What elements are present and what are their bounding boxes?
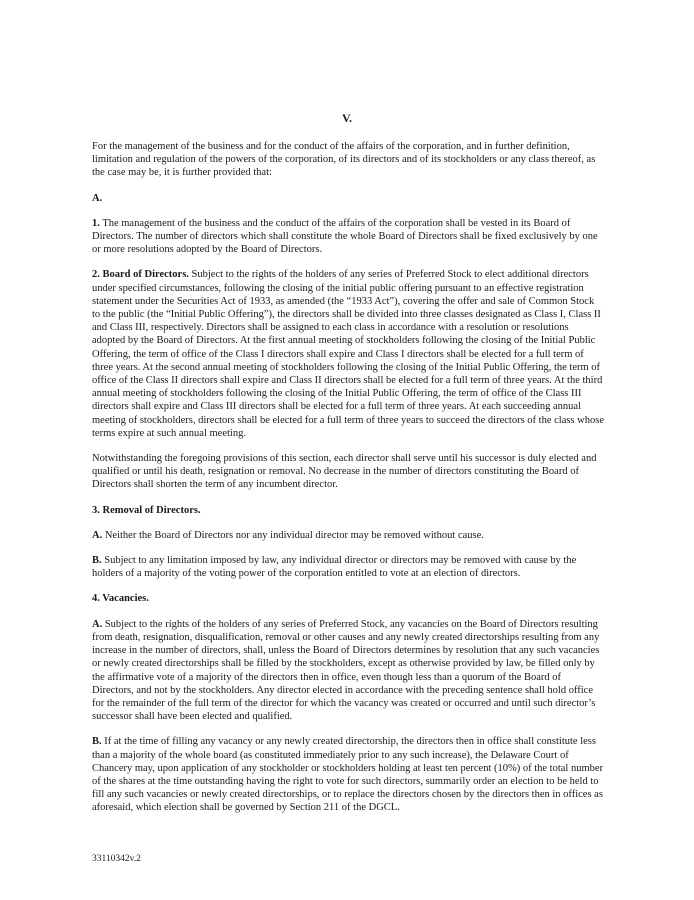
section-1-paragraph [92,217,604,257]
section-2-paragraph [92,268,604,440]
section-1-number: 1. [92,217,100,229]
section-4-heading: 4. Vacancies. [92,593,149,605]
section-1-text: The management of the business and the conduct of the affairs of the corporation shall be vested in its Board of Directors. The number of directors which shall constitute the whole Board of Directors shall be fixed exclusively by one or more resolutions adopted by the Board of Directors. [92,217,598,256]
section-3b-text: Subject to any limitation imposed by law, any individual director or directors may be removed with cause by the holders of a majority of the voting power of the corporation entitled to vote at an election of directors. [92,555,577,580]
section-4b-paragraph [92,735,604,814]
article-number: V. [341,111,353,125]
notwithstanding-paragraph: Notwithstanding the foregoing provisions of this section, each director shall serve until his successor is duly elected and qualified or until his death, resignation or removal. No decrease in the number of directors constituting the Board of Directors shall shorten the term of any incumbent director. [92,453,597,491]
section-4a-paragraph [92,618,604,724]
section-3-heading: 3. Removal of Directors. [92,504,201,516]
section-3a-text: Neither the Board of Directors nor any individual director may be removed without cause. [104,529,484,541]
section-3a-label: A. [92,529,103,541]
document-footer-id: 33110342v.2 [92,854,141,864]
section-4a-text: Subject to the rights of the holders of any series of Preferred Stock, any vacancies on the Board of Directors resulting from death, resignation, disqualification, removal or other causes and any newly created directorships resulting from any increase in the number of directors, shall, unless the Board of Directors determines by resolution that any such vacancies or newly created directorships shall be filled by the stockholders, except as otherwise provided by law, be filled only by the affirmative vote of a majority of the directors then in office, even though less than a quorum of the Board of Directors, and not by the stockholders. Any director elected in accordance with the preceding sentence shall hold office for the remainder of the full term of the director for which the vacancy was created or occurred and until such director’s successor shall have been elected and qualified. [92,618,600,723]
section-4b-label: B. [92,736,102,748]
section-3b-label: B. [92,555,102,567]
section-a-label: A. [92,192,103,204]
section-3a-paragraph [92,529,604,542]
section-4a-label: A. [92,618,103,630]
section-2-heading: 2. Board of Directors. [92,269,189,281]
intro-paragraph: For the management of the business and for the conduct of the affairs of the corporation, and in further definition, limitation and regulation of the powers of the corporation, of its directors and of its stockholders or any class thereof, as the case may be, it is further provided that: [92,141,596,179]
section-3b-paragraph [92,554,604,580]
section-2-text: Subject to the rights of the holders of any series of Preferred Stock to elect additional directors under specified circumstances, following the closing of the initial public offering pursuant to an effective registration statement under the Securities Act of 1933, as amended (the “1933 Act”), covering the offer and sale of Common Stock to the public (the “Initial Public Offering”), the directors shall be divided into three classes designated as Class I, Class II and Class III, respectively. Directors shall be assigned to each class in accordance with a resolution or resolutions adopted by the Board of Directors. At the first annual meeting of stockholders following the closing of the Initial Public Offering, the term of office of the Class I directors shall expire and Class I directors shall be elected for a full term of three years. At the second annual meeting of stockholders following the closing of the Initial Public Offering, the term of office of the Class II directors shall expire and Class II directors shall be elected for a full term of three years. At the third annual meeting of stockholders following the closing of the Initial Public Offering, the term of office of the Class III directors shall expire and Class III directors shall be elected for a full term of three years. At each succeeding annual meeting of stockholders, directors shall be elected for a full term of three years to succeed the directors of the class whose terms expire at such annual meeting. [92,269,604,439]
section-4b-text: If at the time of filling any vacancy or any newly created directorship, the directors then in office shall constitute less than a majority of the whole board (as constituted immediately prior to any such increase), the Delaware Court of Chancery may, upon application of any stockholder or stockholders holding at least ten percent (10%) of the total number of the shares at the time outstanding having the right to vote for such directors, summarily order an election to be held to fill any such vacancies or newly created directorships, or to replace the directors chosen by the directors then in offices as aforesaid, which election shall be governed by Section 211 of the DGCL. [92,736,604,814]
document-body [92,140,604,827]
